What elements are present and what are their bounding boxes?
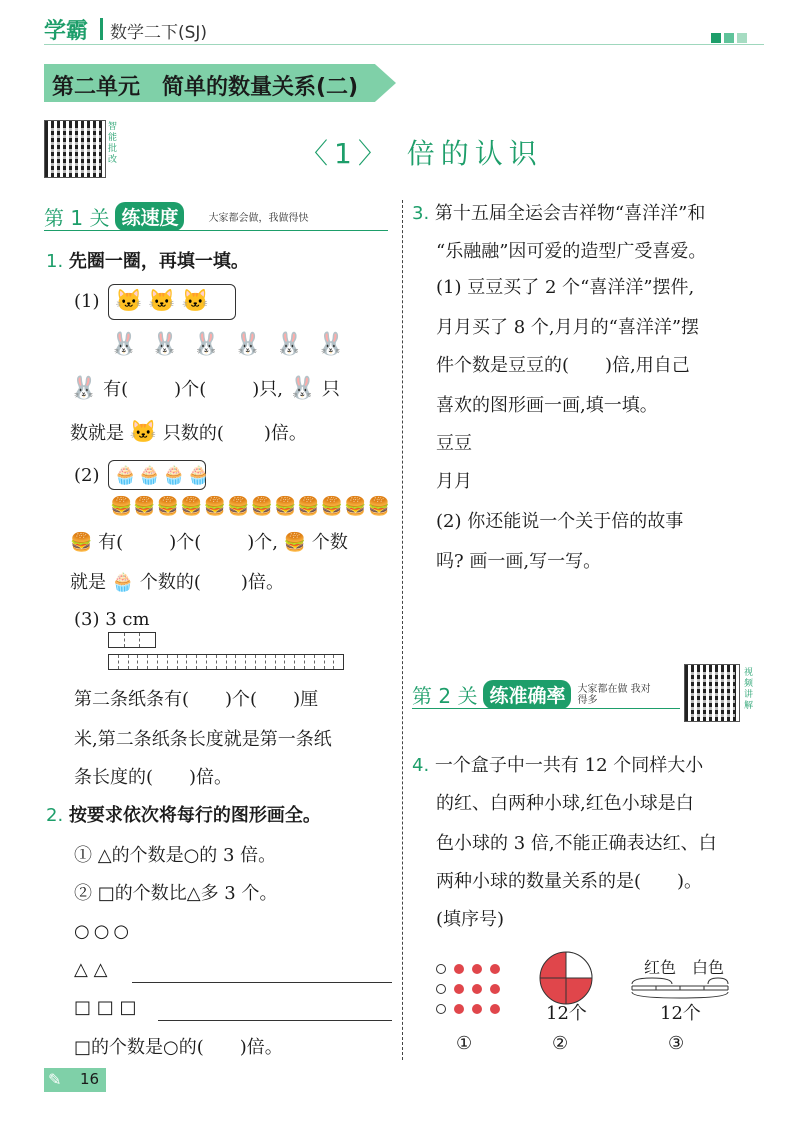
cat-icon: 🐱 [129,420,158,445]
book-title: 数学二下(SJ) [110,23,208,43]
lesson-bracket-right: 〉 [357,137,392,170]
q3-p1-line1: (1) 豆豆买了 2 个“喜洋洋”摆件, [436,277,695,298]
lesson-title [300,132,543,172]
rabbit-icon: 🐰 [151,332,179,357]
burger-icon: 🍔 [203,496,227,517]
q2-row-circles: ○○○ [74,921,134,942]
level2-header [412,680,657,709]
red-dot [490,1004,500,1014]
qr-code-left[interactable] [44,120,106,178]
option2-caption: 12个 [546,1003,587,1024]
q1-p2-text-f: 个数的( [139,572,201,593]
option2-pie [538,950,594,1006]
q1-p2-text-c: )个, [247,532,278,553]
burger-icon: 🍔 [70,532,93,553]
q1-p1-text-a: 有( [103,379,129,400]
red-dot [454,1004,464,1014]
burger-icon: 🍔 [110,496,133,517]
q1-p2-text-b: )个( [169,532,202,553]
q2-row-triangles: △ △ [74,959,108,980]
burger-icon: 🍔 [133,496,156,517]
red-dot [490,964,500,974]
q3-p1-line4: 喜欢的图形画一画,填一填。 [436,395,658,416]
level2-pill: 练准确率 [483,680,571,709]
option3-label: ③ [668,1033,685,1054]
q3-yueyue: 月月 [436,471,472,492]
white-dot [436,1004,446,1014]
level2-label: 第 2 关 [412,684,478,708]
burger-icon: 🍔 [180,496,203,517]
q1-p1-text-c: )只, [252,379,283,400]
q1-p3-line3: 条长度的( )倍。 [74,767,233,788]
option3-bar [628,976,738,1000]
cat-icon: 🐱 [148,289,176,314]
brand-logo: 学霸 [44,19,89,44]
q4-number: 4. [412,755,430,776]
option2-label: ② [552,1033,569,1054]
q2-row-squares: □ □ □ [74,997,137,1018]
q1-p3-line1: 第二条纸条有( )个( )厘 [74,689,319,710]
level1-rule [44,230,388,231]
level1-label: 第 1 关 [44,206,110,230]
burger-row [110,494,390,520]
rabbit-icon: 🐰 [317,332,345,357]
q1-title-row [46,250,249,274]
pie-white-part [566,952,592,978]
q3-p2-line2: 吗? 画一画,写一写。 [436,551,602,572]
cat-icon: 🐱 [181,289,210,314]
unit-title: 第二单元 简单的数量关系(二) [52,75,359,100]
q4-line5: (填序号) [436,909,505,930]
option1-dots [436,964,500,1014]
rabbit-icon: 🐰 [110,332,138,357]
option1-label: ① [456,1033,473,1054]
q3-doudou: 豆豆 [436,433,472,454]
rabbit-icon: 🐰 [288,376,317,401]
level1-pill: 练速度 [115,202,184,231]
q1-p2-text-g: )倍。 [240,572,284,593]
q2-rule2: ② □的个数比△多 3 个。 [74,883,278,904]
q4-line1: 一个盒子中一共有 12 个同样大小 [434,755,704,776]
option3-white-label: 白色 [692,958,725,977]
qr-code-right[interactable] [684,664,740,722]
q3-line1: 第十五届全运会吉祥物“喜洋洋”和 [434,203,706,224]
q1-p2-line2 [70,570,284,596]
red-dot [472,964,482,974]
q2-number: 2. [46,805,64,826]
option3-red-label: 红色 [644,958,677,977]
q3-p2-line1: (2) 你还能说一个关于倍的故事 [436,511,684,532]
q1-p2-text-d: 个数 [311,532,348,553]
rabbit-icon: 🐰 [70,376,98,401]
paper-strip-short [108,632,156,648]
option3-caption: 12个 [660,1003,701,1024]
paper-strip-long [108,654,344,670]
cupcake-group-box [108,460,210,490]
lesson-name: 倍的认识 [406,137,543,170]
qr-tag-left: 智能批改 [108,122,118,165]
level2-slogan: 大家都在做 我对得多 [577,683,651,706]
red-dot [472,984,482,994]
cat-icon: 🐱 [115,289,143,314]
q3-p1-line3: 件个数是豆豆的( )倍,用自己 [436,355,690,376]
rabbit-icon: 🐰 [275,332,304,357]
rabbit-icon: 🐰 [192,332,221,357]
q2-conclusion: □的个数是○的( )倍。 [74,1037,283,1058]
q1-p1-text-d: 只 [321,379,340,400]
lesson-number: 1 [334,137,358,170]
q2-rule1: ① △的个数是○的 3 倍。 [74,845,277,866]
column-divider [402,200,403,1060]
white-dot [436,984,446,994]
level2-rule [412,708,680,709]
cupcake-icon: 🧁 [187,465,210,486]
q1-number: 1. [46,251,64,272]
burger-icon: 🍔 [297,496,320,517]
red-dot [472,1004,482,1014]
red-dot [454,964,464,974]
cupcake-icon: 🧁 [162,465,186,486]
q4-line2: 的红、白两种小球,红色小球是白 [436,793,694,814]
q1-p1-label: (1) [74,291,100,312]
q1-title: 先圈一圈，再填一填。 [68,251,249,272]
cupcake-icon: 🧁 [111,572,135,593]
burger-icon: 🍔 [273,496,297,517]
q3-p1-line2: 月月买了 8 个,月月的“喜洋洋”摆 [436,317,700,338]
cat-group-box [108,284,236,320]
burger-icon: 🍔 [156,496,180,517]
q2-answer-line-1[interactable] [132,982,392,983]
qr-tag-right: 视频讲解 [744,668,754,711]
white-dot [436,964,446,974]
level1-slogan: 大家都会做，我做得快 [208,213,309,224]
burger-icon: 🍔 [250,496,273,517]
q1-p2-text-e: 就是 [70,572,106,593]
q1-p3-line2: 米,第二条纸条长度就是第一条纸 [74,729,332,750]
q3-line2: “乐融融”因可爱的造型广受喜爱。 [436,241,707,262]
q1-p2-line1 [70,530,348,556]
q2-title: 按要求依次将每行的图形画全。 [68,805,321,826]
q2-answer-line-2[interactable] [158,1020,392,1021]
q1-p1-line2 [70,420,307,446]
header-rule [44,44,764,45]
cupcake-icon: 🧁 [138,465,161,486]
q4-line3: 色小球的 3 倍,不能正确表达红、白 [436,833,717,854]
burger-icon: 🍔 [344,496,367,517]
q4-line4: 两种小球的数量关系的是( )。 [436,871,703,892]
level1-header [44,202,308,231]
q1-p1-text-g: )倍。 [263,423,307,444]
rabbit-row [110,332,344,358]
brand-divider [100,18,103,40]
burger-icon: 🍔 [283,532,307,553]
q1-p3-label: (3) 3 cm [74,609,150,630]
dot-2 [724,33,734,43]
q4-line1-row [412,754,703,778]
q3-line1-row [412,202,705,226]
dot-3 [737,33,747,43]
q1-p1-text-b: )个( [174,379,207,400]
burger-icon: 🍔 [367,496,391,517]
burger-icon: 🍔 [227,496,250,517]
rabbit-icon: 🐰 [234,332,262,357]
pencil-icon: ✎ [48,1070,62,1089]
red-dot [454,984,464,994]
q2-title-row [46,804,321,828]
q3-number: 3. [412,203,430,224]
q1-p2-text-a: 有( [98,532,124,553]
red-dot [490,984,500,994]
q1-p2-label: (2) [74,465,100,486]
q1-p1-text-e: 数就是 [70,423,124,444]
lesson-bracket-left: 〈 [300,137,335,170]
q1-p1-text-f: 只数的( [162,423,224,444]
dot-1 [711,33,721,43]
cupcake-icon: 🧁 [114,465,137,486]
burger-icon: 🍔 [320,496,344,517]
page-number: 16 [80,1070,100,1088]
q1-p1-line1 [70,376,340,402]
